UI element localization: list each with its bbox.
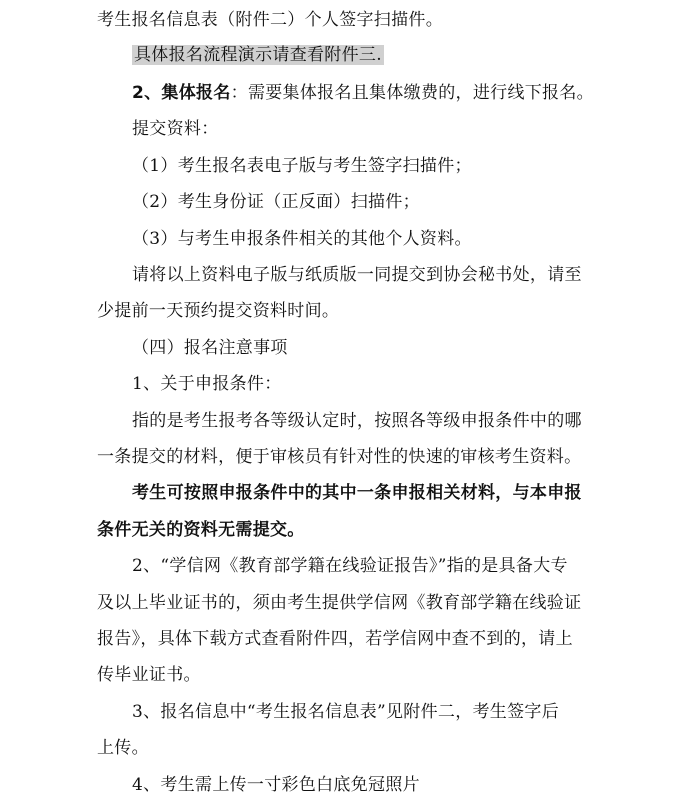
section-heading-bold: 2、集体报名 bbox=[132, 83, 231, 103]
bold-text-line: 条件无关的资料无需提交。 bbox=[97, 520, 305, 540]
text-line: 2、“学信网《教育部学籍在线验证报告》”指的是具备大专 bbox=[132, 556, 568, 576]
section-heading-rest: ：需要集体报名且集体缴费的，进行线下报名。 bbox=[230, 83, 594, 103]
list-item: （2）考生身份证（正反面）扫描件； bbox=[132, 192, 420, 212]
bold-text-line: 考生可按照申报条件中的其中一条申报相关材料，与本申报 bbox=[132, 483, 582, 503]
highlighted-text: 具体报名流程演示请查看附件三. bbox=[134, 45, 382, 65]
highlighted-line bbox=[132, 43, 384, 67]
text-line: 传毕业证书。 bbox=[97, 665, 201, 685]
list-item: （1）考生报名表电子版与考生签字扫描件； bbox=[132, 156, 472, 176]
text-line: 一条提交的材料，便于审核员有针对性的快速的审核考生资料。 bbox=[97, 447, 582, 467]
text-line: 报告》，具体下载方式查看附件四，若学信网中查不到的，请上 bbox=[97, 629, 573, 649]
text-line: 提交资料： bbox=[132, 119, 219, 139]
text-line: 少提前一天预约提交资料时间。 bbox=[97, 301, 340, 321]
text-line: 4、考生需上传一寸彩色白底免冠照片 bbox=[132, 775, 420, 795]
text-line: 3、报名信息中“考生报名信息表”见附件二，考生签字后 bbox=[132, 702, 559, 722]
text-line: 上传。 bbox=[97, 738, 149, 758]
text-line: 请将以上资料电子版与纸质版一同提交到协会秘书处，请至 bbox=[132, 265, 582, 285]
list-item: （3）与考生申报条件相关的其他个人资料。 bbox=[132, 229, 472, 249]
subsection-heading: （四）报名注意事项 bbox=[132, 338, 288, 358]
text-line: 及以上毕业证书的，须由考生提供学信网《教育部学籍在线验证 bbox=[97, 593, 582, 613]
text-line: 指的是考生报考各等级认定时，按照各等级申报条件中的哪 bbox=[132, 411, 582, 431]
section-heading-line bbox=[132, 81, 594, 105]
text-line: 1、关于申报条件： bbox=[132, 374, 282, 394]
text-line: 考生报名信息表（附件二）个人签字扫描件。 bbox=[97, 10, 443, 30]
